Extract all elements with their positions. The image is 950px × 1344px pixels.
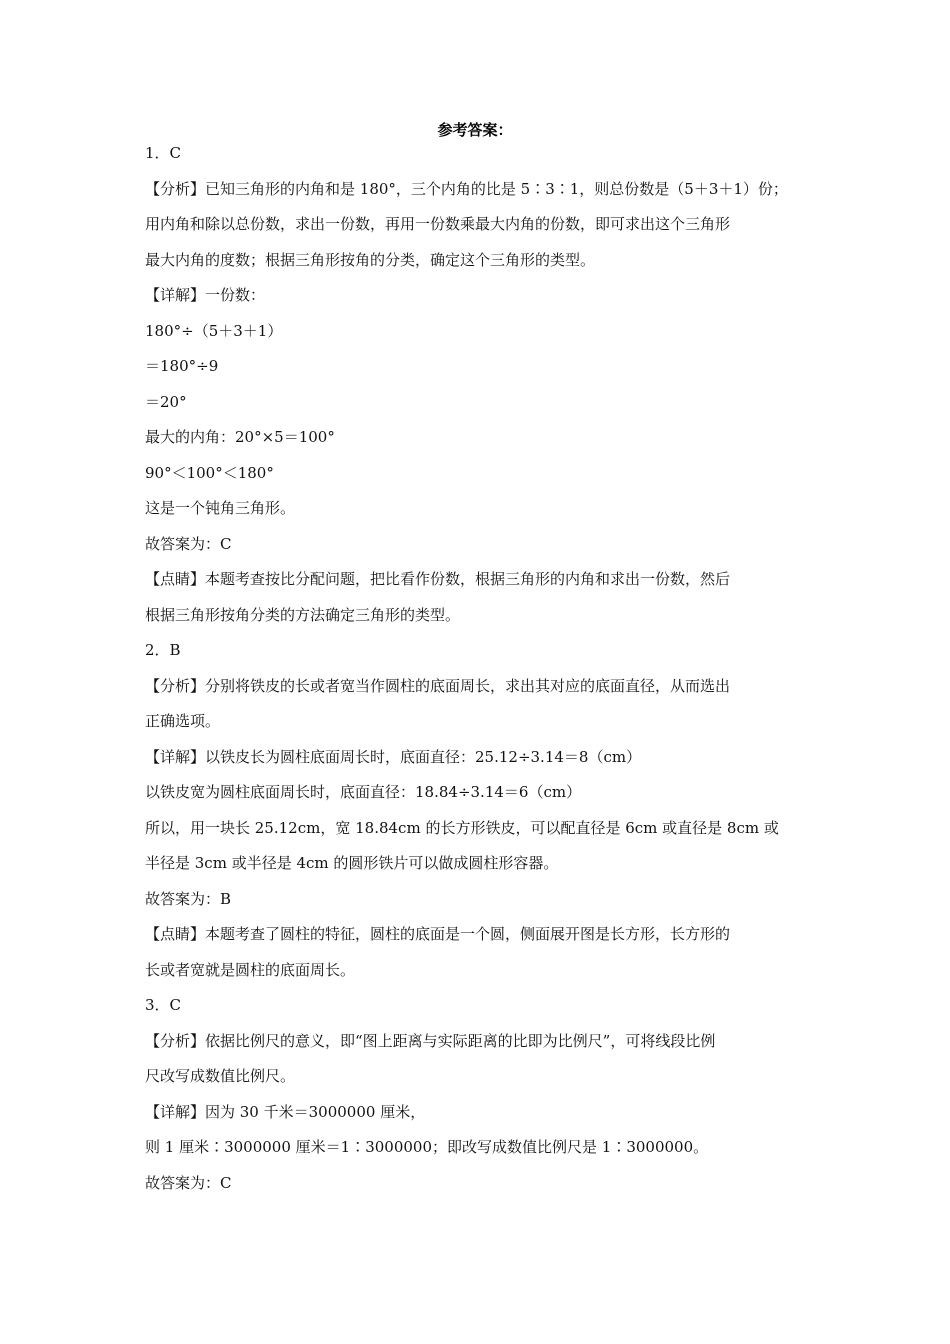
- q1-answer-number: 1．C: [145, 144, 182, 162]
- answer-content: [145, 141, 805, 1206]
- q1-comment-line: 【点睛】本题考查按比分配问题，把比看作份数，根据三角形的内角和求出一份数，然后: [145, 570, 731, 588]
- q3-final-answer: 故答案为：C: [145, 1173, 232, 1192]
- q1-detail-line: 90°＜100°＜180°: [145, 463, 274, 482]
- q2-answer-number: 2．B: [145, 641, 181, 659]
- q1-comment-line: 根据三角形按角分类的方法确定三角形的类型。: [145, 605, 461, 624]
- q2-detail-line: 【详解】以铁皮长为圆柱底面周长时，底面直径：25.12÷3.14＝8（cm）: [145, 747, 642, 766]
- q1-detail-line: ＝20°: [145, 392, 187, 411]
- q2-final-answer: 故答案为：B: [145, 889, 232, 908]
- q2-detail-line: 所以，用一块长 25.12cm，宽 18.84cm 的长方形铁皮，可以配直径是 6cm 或直径是 8cm 或: [145, 818, 779, 837]
- q1-final-answer: 故答案为：C: [145, 534, 232, 553]
- q1-detail-line: 这是一个钝角三角形。: [145, 499, 296, 517]
- q2-detail-line: 半径是 3cm 或半径是 4cm 的圆形铁片可以做成圆柱形容器。: [145, 854, 559, 872]
- q2-comment-line: 【点睛】本题考查了圆柱的特征，圆柱的底面是一个圆，侧面展开图是长方形，长方形的: [145, 925, 731, 943]
- q1-detail-line: ＝180°÷9: [145, 357, 219, 375]
- q1-analysis-line: 用内角和除以总份数，求出一份数，再用一份数乘最大内角的份数，即可求出这个三角形: [145, 215, 731, 233]
- q1-detail-line: 最大的内角：20°×5＝100°: [145, 428, 335, 446]
- q1-analysis-line: 最大内角的度数；根据三角形按角的分类，确定这个三角形的类型。: [145, 250, 596, 269]
- q3-analysis-line: 【分析】依据比例尺的意义，即“图上距离与实际距离的比即为比例尺”，可将线段比例: [145, 1031, 716, 1050]
- q3-detail-line: 则 1 厘米∶3000000 厘米＝1∶3000000；即改写成数值比例尺是 1∶3000000。: [145, 1138, 709, 1156]
- q1-detail-line: 【详解】一份数：: [145, 286, 266, 304]
- q2-detail-line: 以铁皮宽为圆柱底面周长时，底面直径：18.84÷3.14＝6（cm）: [145, 783, 582, 801]
- q3-detail-line: 【详解】因为 30 千米＝3000000 厘米，: [145, 1102, 426, 1121]
- q3-analysis-line: 尺改写成数值比例尺。: [145, 1067, 296, 1085]
- q3-answer-number: 3．C: [145, 996, 182, 1014]
- q1-analysis-line: 【分析】已知三角形的内角和是 180°，三个内角的比是 5∶3∶1，则总份数是（5＋3＋1）份；: [145, 179, 788, 198]
- q2-analysis-line: 正确选项。: [145, 712, 221, 730]
- q2-analysis-line: 【分析】分别将铁皮的长或者宽当作圆柱的底面周长，求出其对应的底面直径，从而选出: [145, 676, 731, 695]
- q1-detail-line: 180°÷（5＋3＋1）: [145, 321, 283, 340]
- q2-comment-line: 长或者宽就是圆柱的底面周长。: [145, 960, 356, 979]
- page-title: 参考答案：: [437, 121, 513, 139]
